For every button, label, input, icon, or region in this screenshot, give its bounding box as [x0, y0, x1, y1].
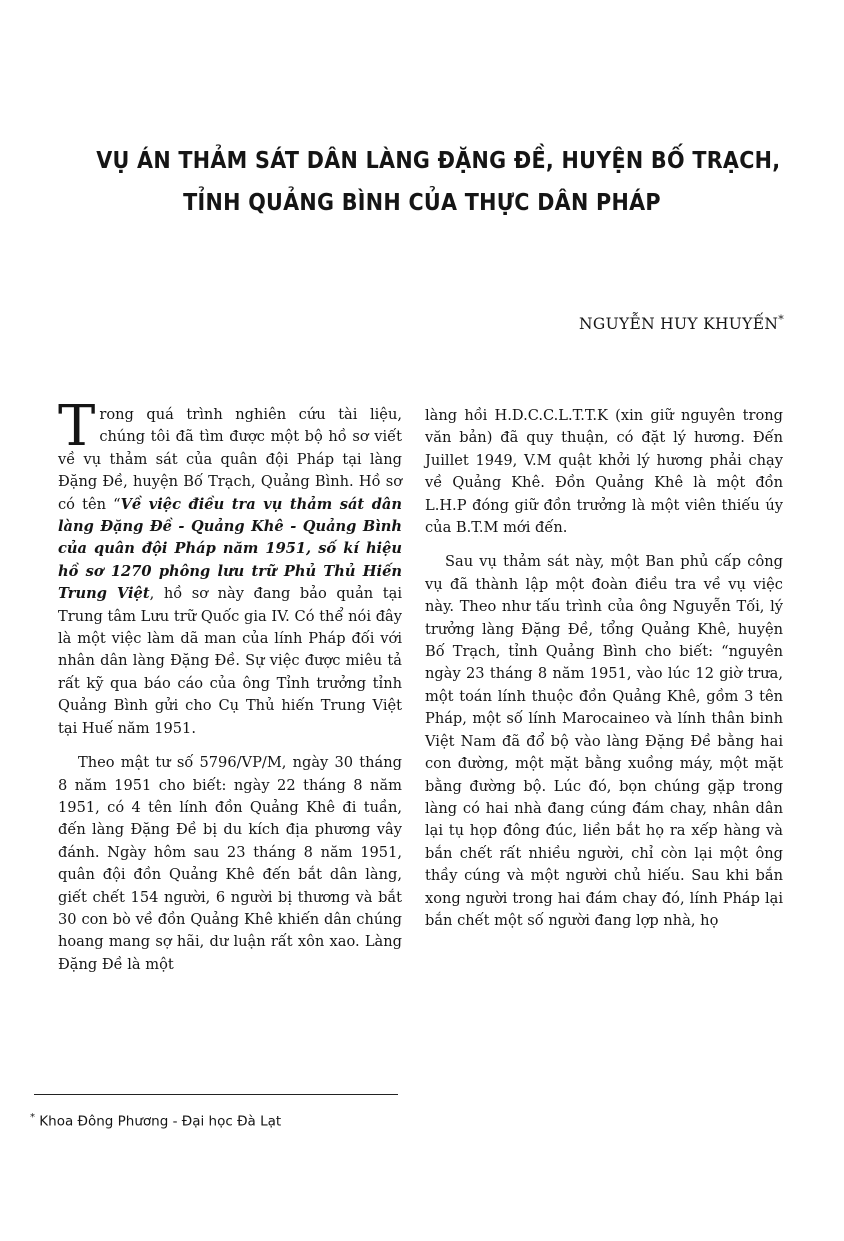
dossier-title: Về việc điều tra vụ thảm sát dân làng Đặng Đề - Quảng Khê - Quảng Bình của quân đội Pháp năm 1951, số kí hiệu hồ sơ 1270 phông lưu trữ Phủ Thủ Hiến Trung Việt — [58, 495, 402, 603]
footnote-mark: * — [30, 1112, 35, 1123]
footnote-divider — [34, 1094, 398, 1095]
title-line-2: TỈNH QUẢNG BÌNH CỦA THỰC DÂN PHÁP — [183, 190, 661, 216]
author-footnote-mark: * — [778, 313, 784, 326]
left-paragraph-2: Theo mật tư số 5796/VP/M, ngày 30 tháng 8 năm 1951 cho biết: ngày 22 tháng 8 năm 1951, có 4 tên lính đồn Quảng Khê đi tuần, đến làng Đặng Đề bị du kích địa phương vây đánh. Ngày hôm sau 23 tháng 8 năm 1951, quân đội đồn Quảng Khê đến bắt dân làng, giết chết 154 người, 6 người bị thương và bắt 30 con bò về đồn Quảng Khê khiến dân chúng hoang mang sợ hãi, dư luận rất xôn xao. Làng Đặng Đề là một — [58, 754, 402, 973]
drop-cap: T — [58, 394, 96, 459]
title-line-1: VỤ ÁN THẢM SÁT DÂN LÀNG ĐẶNG ĐỀ, HUYỆN BỐ TRẠCH, — [96, 148, 781, 174]
right-column — [425, 405, 783, 932]
article-title — [96, 140, 781, 224]
left-paragraph-1-text-b: , hồ sơ này đang bảo quản tại Trung tâm Lưu trữ Quốc gia IV. Có thể nói đây là một việc làm dã man của lính Pháp đối với nhân dân làng Đặng Đề. Sự việc được miêu tả rất kỹ qua báo cáo của ông Tỉnh trưởng tỉnh Quảng Bình gửi cho Cụ Thủ hiến Trung Việt tại Huế năm 1951. — [58, 585, 402, 737]
left-paragraph-1 — [58, 394, 402, 740]
author-byline — [579, 313, 784, 333]
footnote-text: Khoa Đông Phương - Đại học Đà Lạt — [39, 1113, 282, 1130]
right-paragraph-2: Sau vụ thảm sát này, một Ban phủ cấp công vụ đã thành lập một đoàn điều tra về vụ việc này. Theo như tấu trình của ông Nguyễn Tối, lý trưởng làng Đặng Đề, tổng Quảng Khê, huyện Bố Trạch, tỉnh Quảng Bình cho biết: “nguyên ngày 23 tháng 8 năm 1951, vào lúc 12 giờ trưa, một toán lính thuộc đồn Quảng Khê, gồm 3 tên Pháp, một số lính Marocaineo và lính thân binh Việt Nam đã đổ bộ vào làng Đặng Đề bằng hai con đường, một mặt bằng xuồng máy, một mặt bằng đường bộ. Lúc đó, bọn chúng gặp trong làng có hai nhà đang cúng đám chay, nhân dân lại tụ họp đông đúc, liền bắt họ ra xếp hàng và bắn chết rất nhiều người, chỉ còn lại một ông thầy cúng và một người chủ hiếu. Sau khi bắn xong người trong hai đám chay đó, lính Pháp lại bắn chết một số người đang lợp nhà, họ — [425, 553, 783, 929]
right-paragraph-1: làng hồi H.D.C.C.L.T.T.K (xin giữ nguyên trong văn bản) đã quy thuận, có đặt lý hương. Đến Juillet 1949, V.M quật khởi lý hương phải chạy về Quảng Khê. Đồn Quảng Khê là một đồn L.H.P đóng giữ đồn trưởng là một viên thiếu úy của B.T.M mới đến. — [425, 407, 783, 537]
left-column — [58, 394, 402, 976]
author-name: NGUYỄN HUY KHUYẾN — [579, 315, 779, 334]
footnote — [30, 1112, 281, 1130]
left-paragraph-1-text-a: rong quá trình nghiên cứu tài liệu, chúng tôi đã tìm được một bộ hồ sơ viết về vụ thảm sát của quân đội Pháp tại làng Đặng Đề, huyện Bố Trạch, Quảng Bình. Hồ sơ có tên “ — [58, 406, 402, 513]
